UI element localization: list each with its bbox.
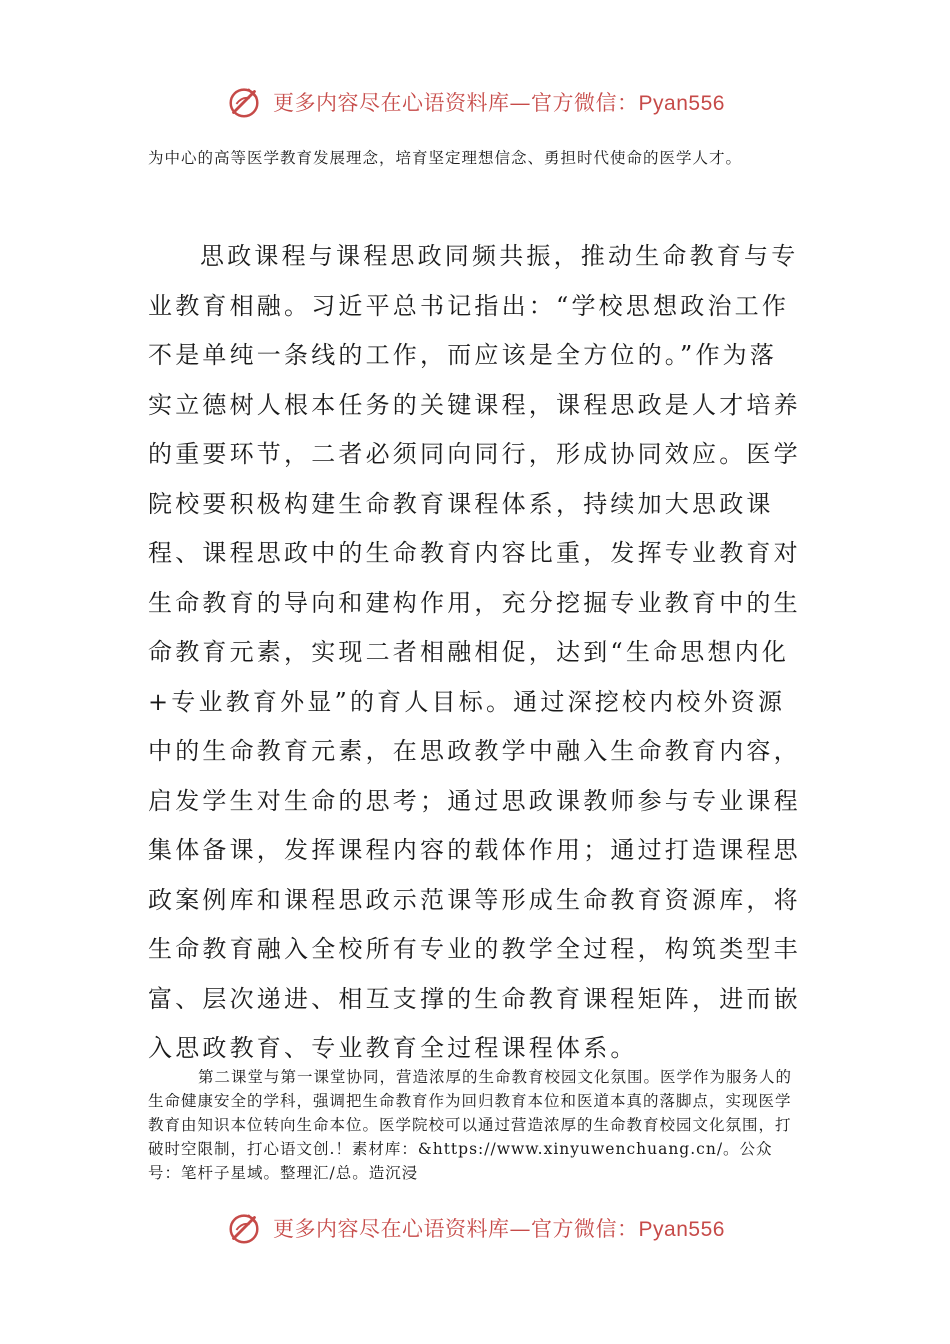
banner-text [273, 1213, 725, 1243]
banner-wechat-id: Pyan556 [638, 1218, 725, 1241]
paragraph-ideological-courses: 思政课程与课程思政同频共振，推动生命教育与专业教育相融。习近平总书记指出：“学校思想政治工作不是单纯一条线的工作，而应该是全方位的。”作为落实立德树人根本任务的关键课程，课程思政是人才培养的重要环节，二者必须同向同行，形成协同效应。医学院校要积极构建生命教育课程体系，持续加大思政课程、课程思政中的生命教育内容比重，发挥专业教育对生命教育的导向和建构作用，充分挖掘专业教育中的生命教育元素，实现二者相融相促，达到“生命思想内化+专业教育外显”的育人目标。通过深挖校内校外资源中的生命教育元素，在思政教学中融入生命教育内容，启发学生对生命的思考；通过思政课教师参与专业课程集体备课，发挥课程内容的载体作用；通过打造课程思政案例库和课程思政示范课等形成生命教育资源库，将生命教育融入全校所有专业的教学全过程，构筑类型丰富、层次递进、相互支撑的生命教育课程矩阵，进而嵌入思政教育、专业教育全过程课程体系。 [148, 242, 801, 1062]
pen-logo-icon [225, 83, 263, 121]
paragraph-second-classroom: 第二课堂与第一课堂协同，营造浓厚的生命教育校园文化氛围。医学作为服务人的生命健康安全的学科，强调把生命教育作为回归教育本位和医道本真的落脚点，实现医学教育由知识本位转向生命本位。医学院校可以通过营造浓厚的生命教育校园文化氛围，打破时空限制，打心语文创.！素材库：&https://www.xinyuwenchuang.cn/。公众号：笔杆子星域。整理汇/总。造沉浸 [148, 1068, 793, 1182]
paragraph-intro-fragment: 为中心的高等医学教育发展理念，培育坚定理想信念、勇担时代使命的医学人才。 [148, 149, 743, 167]
footer-banner [0, 1208, 950, 1248]
banner-label: 更多内容尽在心语资料库—官方微信： [273, 91, 639, 115]
pen-logo-icon [225, 1209, 263, 1247]
banner-text [273, 87, 725, 117]
banner-wechat-id: Pyan556 [638, 92, 725, 115]
header-banner [0, 82, 950, 122]
banner-label: 更多内容尽在心语资料库—官方微信： [273, 1217, 639, 1241]
